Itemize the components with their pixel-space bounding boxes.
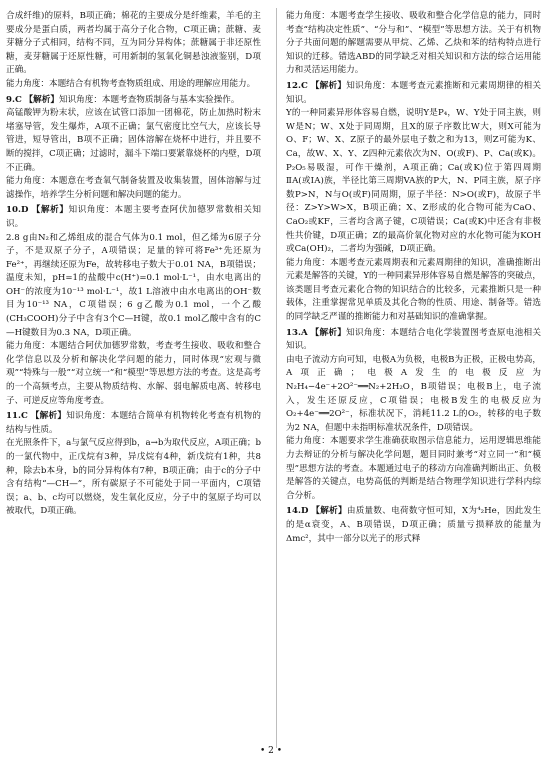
answer-item bbox=[286, 327, 541, 504]
explanation-paragraph: 由电子流动方向可知，电极A为负极，电极B为正极，正极电势高，A项正确；电极A发生的电极反应为N₂H₄−4e⁻+2O²⁻══N₂+2H₂O，B项错误；电极B上，电子流入，发生还原反应，C项错误；电极B发生的电极反应为O₂+4e⁻══2O²⁻，标准状况下，消耗11.2 L的O₂，转移的电子数为2 NA，但题中未指明标准状况条件，D项错误。 bbox=[286, 354, 541, 433]
explanation-paragraph bbox=[286, 80, 541, 107]
paragraph-text: 知识角度：本题考查元素推断和元素周期律的相关知识。 bbox=[286, 80, 541, 105]
answer-item bbox=[6, 94, 261, 203]
explanation-paragraph bbox=[6, 94, 261, 108]
paragraph-text: 知识角度：本题主要考查阿伏加德罗常数相关知识。 bbox=[6, 205, 261, 229]
explanation-paragraph: Y的一种同素异形体容易自燃，说明Y是P₄，W、Y处于同主族，则W是N；W、X处于同周期，且X的原子序数比W大，则X可能为O、F；W、X、Z原子的最外层电子数之和为13，则Z可能为K、Ca，故W、X、Y、Z四种元素依次为N、O(或F)、P、Ca(或K)。P₂O₅易吸湿，可作干燥剂，A项正确；Ca(或K)位于第四周期ⅡA(或ⅠA)族，半径比第三周期VA族的P大，N、P同主族，原子序数P>N，N与O(或F)同周期，原子半径：N>O(或F)，故原子半径：Z>Y>W>X，B项正确；X、Z形成的化合物可能为CaO、CaO₂或KF，三者均含离子键，C项错误；Ca(或K)中还含有非极性共价键，D项正确；Z的最高价氧化物对应的水化物可能为KOH或Ca(OH)₂，二者均为强碱，D项正确。 bbox=[286, 108, 541, 255]
question-answer: 12.C bbox=[286, 80, 308, 91]
answer-item bbox=[286, 10, 541, 78]
explanation-paragraph: 能力角度：本题结合阿伏加德罗常数，考查考生接收、吸收和整合化学信息以及分析和解决化学问题的能力，同时体现“宏观与微观”“特殊与一般”“对立统一”和“模型”等思想方法的考查。这是高考的一个高频考点，主要从物质结构、水解、弱电解质电离、转移电子、可逆反应等角度考查。 bbox=[6, 341, 261, 406]
page-number: • 2 • bbox=[259, 746, 283, 756]
explanation-paragraph bbox=[6, 204, 261, 231]
analysis-tag: 【解析】 bbox=[30, 411, 67, 422]
analysis-tag: 【解析】 bbox=[310, 327, 347, 338]
explanation-paragraph: 能力角度：本题考查元素周期表和元素周期律的知识，准确推断出元素是解答的关键，Y的一种同素异形体容易自燃是解答的突破点，该类题目考查元素化合物的知识结合的比较多，元素推断只是一种载体，注重掌握常见单质及其化合物的性质、用途、制备等。错选的同学缺乏严谨的推断能力和对基础知识的准确掌握。 bbox=[286, 257, 541, 323]
question-answer: 11.C bbox=[6, 411, 28, 422]
answer-item bbox=[6, 204, 261, 408]
right-column bbox=[286, 10, 541, 548]
explanation-paragraph: 能力角度：本题意在考查氧气制备装置及收集装置，固体溶解与过滤操作，培养学生分析问题和解决问题的能力。 bbox=[6, 176, 261, 200]
answer-item bbox=[6, 10, 261, 92]
explanation-paragraph bbox=[6, 410, 261, 437]
question-answer: 10.D bbox=[6, 205, 29, 216]
paragraph-text: 知识角度：本题考查物质制备与基本实验操作。 bbox=[58, 94, 240, 105]
paragraph-text: 知识角度：本题结合电化学装置图考查原电池相关知识。 bbox=[286, 327, 541, 352]
paragraph-text: 由质量数、电荷数守恒可知，X为⁴₂He，因此发生的是α衰变，A、B项错误，D项正确；质量亏损释放的能量为Δmc²，其中一部分以光子的形式释 bbox=[286, 506, 541, 544]
analysis-tag: 【解析】 bbox=[311, 506, 347, 517]
question-answer: 9.C bbox=[6, 94, 22, 105]
answer-item bbox=[6, 410, 261, 519]
explanation-paragraph: 能力角度：本题考查学生接收、吸收和整合化学信息的能力，同时考查“结构决定性质”、“分与和”、“模型”等思想方法。关于有机物分子共面问题的解题需要从甲烷、乙烯、乙炔和苯的结构特点进行知识的迁移。错选ABD的同学缺乏对相关知识和方法的综合运用能力和灵活运用能力。 bbox=[286, 11, 541, 76]
column-divider bbox=[276, 8, 277, 748]
question-answer: 13.A bbox=[286, 327, 308, 338]
left-column bbox=[6, 10, 261, 521]
analysis-tag: 【解析】 bbox=[24, 94, 59, 105]
paragraph-text: 知识角度：本题结合简单有机物转化考查有机物的结构与性质。 bbox=[6, 411, 261, 435]
answer-item bbox=[286, 80, 541, 325]
answer-item bbox=[286, 505, 541, 546]
explanation-paragraph: 能力角度：本题要求学生准确获取图示信息能力，运用逻辑思维能力去辩证的分析与解决化学问题，题目同时兼考“对立同一”和“模型”思想方法的考查。本题通过电子的移动方向准确判断出正、负极是解答的关键点，电势高低的判断是结合物理学知识进行学科内综合分析。 bbox=[286, 436, 541, 501]
explanation-paragraph: 能力角度：本题结合有机物考查物质组成、用途的理解应用能力。 bbox=[6, 78, 256, 89]
explanation-paragraph bbox=[286, 505, 541, 546]
explanation-paragraph: 高锰酸钾为粉末状，应该在试管口添加一团棉花，防止加热时粉末堵塞导管，发生爆炸，A项不正确；氯气密度比空气大，应该长导管进，短导管出，B项不正确；固体溶解在烧杯中进行，并且要不断的搅拌，C项正确；过滤时，漏斗下端口要紧靠烧杯的内壁，D项不正确。 bbox=[6, 108, 261, 173]
analysis-tag: 【解析】 bbox=[310, 80, 347, 91]
explanation-paragraph: 在光照条件下，a与氯气反应得到b，a→b为取代反应，A项正确；b的一氯代物中，正戊烷有3种，异戊烷有4种，新戊烷有1种，共8种，除去b本身，b的同分异构体有7种，B项正确；由于c的分子中含有结构“—CH—”，所有碳原子不可能处于同一平面内，C项错误；a、b、c均可以燃烧，发生氧化反应，分子中的氢原子均可以被取代，D项正确。 bbox=[6, 438, 262, 517]
analysis-tag: 【解析】 bbox=[31, 205, 69, 216]
explanation-paragraph bbox=[286, 327, 541, 354]
question-answer: 14.D bbox=[286, 506, 309, 517]
explanation-paragraph: 2.8 g由N₂和乙烯组成的混合气体为0.1 mol，但乙烯为6原子分子，不是双原子分子，A项错误；足量的锌可将Fe³⁺先还原为Fe²⁺，再继续还原为Fe，故转移电子数大于0.01 NA，B项错误；温度未知，pH=1的盐酸中c(H⁺)=0.1 mol·L⁻¹，由水电离出的OH⁻的浓度为10⁻¹³ mol·L⁻¹，故1 L溶液中由水电离出的OH⁻数目为10⁻¹³ NA，C项错误；6 g乙酸为0.1 mol，一个乙酸(CH₃COOH)分子中含有3个C—H键，故0.1 mol乙酸中含有的C—H键数目为0.3 NA，D项正确。 bbox=[6, 232, 261, 338]
explanation-paragraph: 合成纤维)的原料，B项正确；棉花的主要成分是纤维素，羊毛的主要成分是蛋白质，两者均属于高分子化合物，C项正确；蔗糖、麦芽糖分子式相同，结构不同，互为同分异构体；蔗糖属于非还原性糖，麦芽糖属于还原性糖，可用新制的氢氧化铜悬浊液鉴别，D项正确。 bbox=[6, 11, 261, 76]
